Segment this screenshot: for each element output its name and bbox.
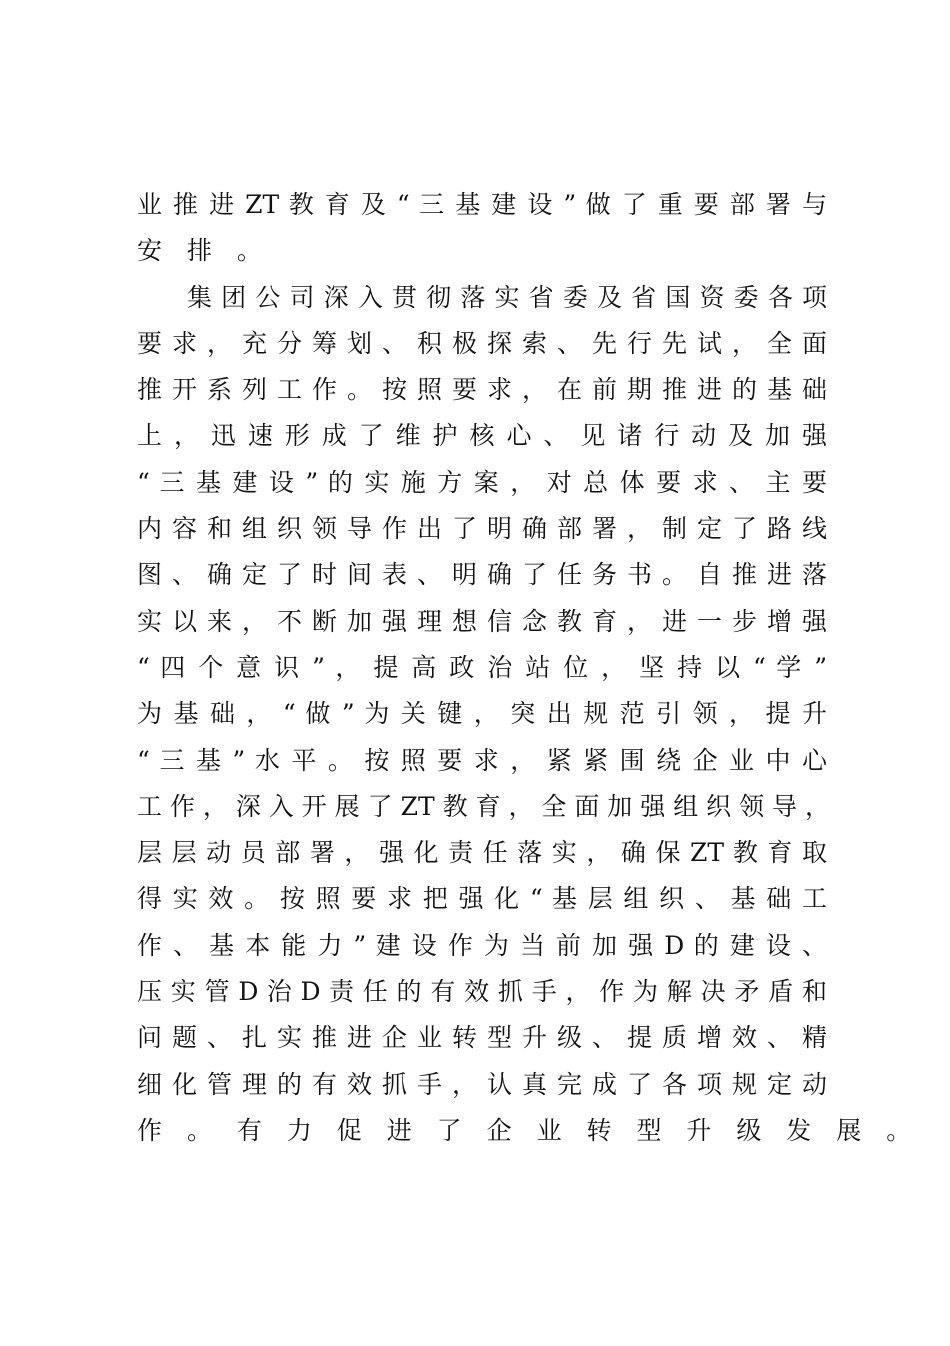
text-line: 压 实 管 D 治 D 责 任 的 有 效 抓 手 ， 作 为 解 决 矛 盾 和 <box>137 977 827 1007</box>
text-line: 上 ， 迅 速 形 成 了 维 护 核 心 、 见 诸 行 动 及 加 强 <box>137 421 827 451</box>
text-line: 层 层 动 员 部 署 ， 强 化 责 任 落 实 ， 确 保 ZT 教 育 取 <box>137 838 827 868</box>
text-line: 业 推 进 ZT 教 育 及 “ 三 基 建 设 ” 做 了 重 要 部 署 与 <box>137 190 827 219</box>
text-line: “ 三 基 ” 水 平 。 按 照 要 求 ， 紧 紧 围 绕 企 业 中 心 <box>137 745 827 775</box>
body-text <box>137 182 920 1154</box>
text-line: 实 以 来 ， 不 断 加 强 理 想 信 念 教 育 ， 进 一 步 增 强 <box>137 606 827 636</box>
text-line: 集 团 公 司 深 入 贯 彻 落 实 省 委 及 省 国 资 委 各 项 <box>187 282 827 312</box>
text-line: 细 化 管 理 的 有 效 抓 手 ， 认 真 完 成 了 各 项 规 定 动 <box>137 1069 827 1099</box>
text-line: 安 排 。 <box>137 236 271 266</box>
text-line: 为 基 础 ， “ 做 ” 为 关 键 ， 突 出 规 范 引 领 ， 提 升 <box>137 699 827 729</box>
text-line: 要 求 ， 充 分 筹 划 、 积 极 探 索 、 先 行 先 试 ， 全 面 <box>137 328 827 358</box>
text-line: “ 四 个 意 识 ” ， 提 高 政 治 站 位 ， 坚 持 以 “ 学 ” <box>137 652 827 682</box>
text-line: 推 开 系 列 工 作 。 按 照 要 求 ， 在 前 期 推 进 的 基 础 <box>137 375 827 405</box>
text-line: 作 。 有 力 促 进 了 企 业 转 型 升 级 发 展 。 <box>137 1115 920 1145</box>
text-line: 工 作 ， 深 入 开 展 了 ZT 教 育 ， 全 面 加 强 组 织 领 导 ， <box>137 791 830 821</box>
text-line: 作 、 基 本 能 力 ” 建 设 作 为 当 前 加 强 D 的 建 设 、 <box>137 930 827 960</box>
text-line: 内 容 和 组 织 领 导 作 出 了 明 确 部 署 ， 制 定 了 路 线 <box>137 514 827 544</box>
text-line: 图 、 确 定 了 时 间 表 、 明 确 了 任 务 书 。 自 推 进 落 <box>137 560 827 590</box>
text-line: 问 题 、 扎 实 推 进 企 业 转 型 升 级 、 提 质 增 效 、 精 <box>137 1023 827 1053</box>
text-line: 得 实 效 。 按 照 要 求 把 强 化 “ 基 层 组 织 、 基 础 工 <box>137 884 827 914</box>
text-line: “ 三 基 建 设 ” 的 实 施 方 案 ， 对 总 体 要 求 、 主 要 <box>137 467 827 497</box>
